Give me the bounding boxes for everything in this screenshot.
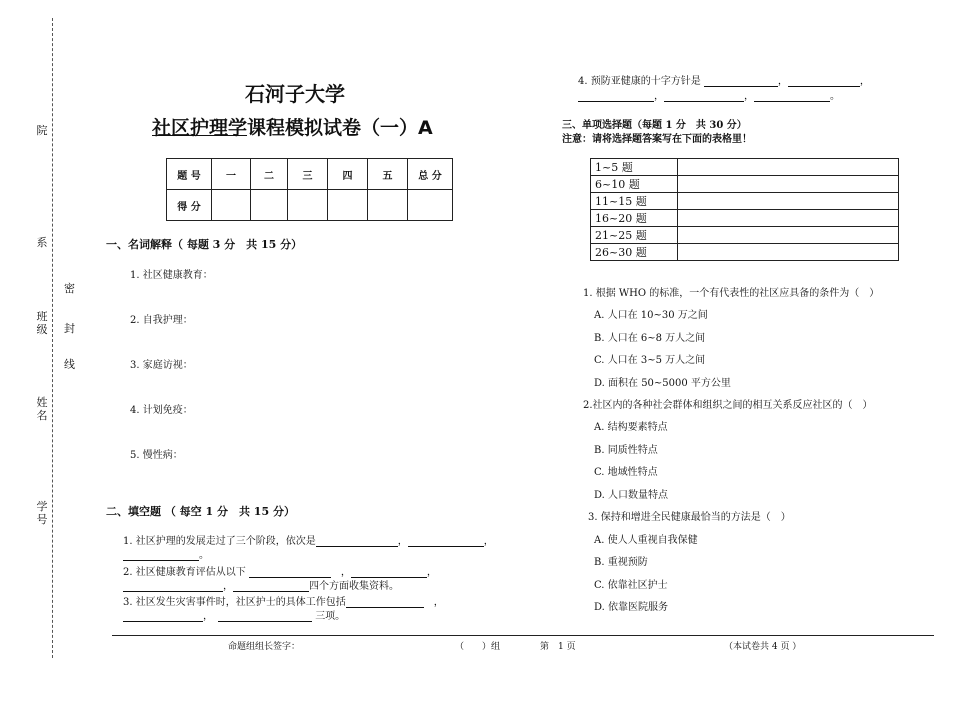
answer-cell[interactable] [678, 193, 899, 210]
score-header-cell: 一 [212, 159, 251, 190]
mcq-2-option-c[interactable]: C. 地域性特点 [594, 467, 658, 478]
fill-q2-text: 2. 社区健康教育评估从以下 [123, 567, 246, 578]
answer-row-label: 16~20 题 [591, 210, 678, 227]
fill-q1-text: 1. 社区护理的发展走过了三个阶段，依次是 [123, 536, 316, 547]
label-college: 院 [36, 124, 48, 137]
score-cell[interactable] [408, 190, 453, 221]
answer-cell[interactable] [678, 210, 899, 227]
term-item-3: 3. 家庭访视： [130, 360, 193, 371]
score-table [166, 158, 453, 221]
fill-q4-text: 4. 预防亚健康的十字方针是 [578, 76, 701, 87]
footer-page: 第 1 页 [540, 642, 576, 652]
term-item-1: 1. 社区健康教育： [130, 270, 213, 281]
footer-signer: 命题组组长签字： [228, 642, 301, 652]
score-header-cell: 三 [288, 159, 328, 190]
score-header-cell: 总 分 [408, 159, 453, 190]
mcq-1-option-b[interactable]: B. 人口在 6~8 万人之间 [594, 333, 706, 344]
mcq-3-option-a[interactable]: A. 使人人重视自我保健 [594, 535, 698, 546]
score-row-label: 得 分 [167, 190, 212, 221]
term-item-4: 4. 计划免疫： [130, 405, 193, 416]
score-header-cell: 题 号 [167, 159, 212, 190]
answer-row-label: 11~15 题 [591, 193, 678, 210]
university-title: 石河子大学 [245, 82, 345, 106]
fill-q2-line2: ， 四个方面收集资料。 [123, 577, 399, 592]
fill-q1-line1: 1. 社区护理的发展走过了三个阶段，依次是 ， ， [123, 536, 494, 547]
score-header-cell: 五 [368, 159, 408, 190]
answer-row-label: 26~30 题 [591, 244, 678, 261]
mcq-3-option-c[interactable]: C. 依靠社区护士 [594, 580, 668, 591]
score-header-cell: 二 [251, 159, 288, 190]
mcq-3-stem: 3. 保持和增进全民健康最恰当的方法是（ ） [588, 512, 791, 523]
mcq-2-option-b[interactable]: B. 同质性特点 [594, 445, 658, 456]
fill-q3-text: 3. 社区发生灾害事件时，社区护士的具体工作包括 [123, 597, 346, 608]
blank[interactable] [664, 91, 744, 102]
answer-row-label: 21~25 题 [591, 227, 678, 244]
fill-q2-line1: 2. 社区健康教育评估从以下 ， ， [123, 567, 437, 578]
score-cell[interactable] [212, 190, 251, 221]
fill-q2-tail: 四个方面收集资料。 [309, 581, 399, 592]
fill-q3-line2: ， 三项。 [123, 607, 345, 622]
fill-q1-line2: 。 [123, 546, 209, 561]
answer-row-label: 6~10 题 [591, 176, 678, 193]
footer-total-pages: （本试卷共 4 页 ） [724, 642, 802, 652]
section1-heading: 一、名词解释（ 每题 3 分 共 15 分） [106, 238, 303, 251]
blank[interactable] [578, 91, 654, 102]
blank[interactable] [754, 91, 830, 102]
mcq-1-option-d[interactable]: D. 面积在 50~5000 平方公里 [594, 378, 731, 389]
mcq-2-option-d[interactable]: D. 人口数量特点 [594, 490, 669, 501]
blank[interactable] [123, 581, 223, 592]
term-item-2: 2. 自我护理： [130, 315, 193, 326]
seal-char-1: 密 [64, 282, 75, 295]
exam-title [152, 113, 433, 140]
score-cell[interactable] [251, 190, 288, 221]
fill-q3-line1: 3. 社区发生灾害事件时，社区护士的具体工作包括 ， [123, 597, 444, 608]
exam-name: 课程模拟试卷（一）A [247, 117, 433, 139]
mcq-2-stem: 2.社区内的各种社会群体和组织之间的相互关系反应社区的（ ） [583, 400, 873, 411]
mcq-1-stem: 1. 根据 WHO 的标准，一个有代表性的社区应具备的条件为（ ） [583, 288, 880, 299]
answer-cell[interactable] [678, 176, 899, 193]
mcq-2-option-a[interactable]: A. 结构要素特点 [594, 422, 668, 433]
score-cell[interactable] [288, 190, 328, 221]
mcq-1-option-c[interactable]: C. 人口在 3~5 万人之间 [594, 355, 706, 366]
answer-row-label: 1~5 题 [591, 159, 678, 176]
mcq-1-option-a[interactable]: A. 人口在 10~30 万之间 [594, 310, 708, 321]
fill-q4-line2: ， ， 。 [578, 87, 840, 102]
seal-char-2: 封 [64, 322, 75, 335]
fill-q3-tail: 三项。 [315, 611, 346, 622]
answer-table [590, 158, 899, 261]
mcq-3-option-d[interactable]: D. 依靠医院服务 [594, 602, 669, 613]
blank[interactable] [788, 76, 860, 87]
blank[interactable] [704, 76, 778, 87]
blank[interactable] [346, 597, 424, 608]
section2-heading: 二、填空题 （ 每空 1 分 共 15 分） [106, 505, 295, 518]
blank[interactable] [316, 536, 398, 547]
blank[interactable] [408, 536, 484, 547]
blank[interactable] [233, 581, 309, 592]
label-department: 系 [36, 236, 48, 249]
term-item-5: 5. 慢性病： [130, 450, 183, 461]
footer-rule [112, 635, 934, 636]
binding-dashed-line [52, 18, 53, 658]
fill-q4-line1: 4. 预防亚健康的十字方针是 ， ， [578, 76, 870, 87]
blank[interactable] [123, 611, 203, 622]
section3-heading: 三、单项选择题（每题 1 分 共 30 分） [562, 120, 747, 131]
answer-cell[interactable] [678, 159, 899, 176]
blank[interactable] [123, 550, 199, 561]
mcq-3-option-b[interactable]: B. 重视预防 [594, 557, 648, 568]
score-cell[interactable] [328, 190, 368, 221]
label-name: 姓名 [36, 396, 48, 422]
course-name: 社区护理学 [152, 117, 248, 139]
section3-note: 注意：请将选择题答案写在下面的表格里！ [562, 134, 752, 145]
answer-cell[interactable] [678, 244, 899, 261]
score-header-cell: 四 [328, 159, 368, 190]
seal-char-3: 线 [64, 358, 75, 371]
footer-group: （ ）组 [455, 642, 501, 652]
label-class: 班级 [36, 310, 48, 336]
label-student-id: 学号 [36, 500, 48, 526]
score-cell[interactable] [368, 190, 408, 221]
blank[interactable] [218, 611, 312, 622]
answer-cell[interactable] [678, 227, 899, 244]
